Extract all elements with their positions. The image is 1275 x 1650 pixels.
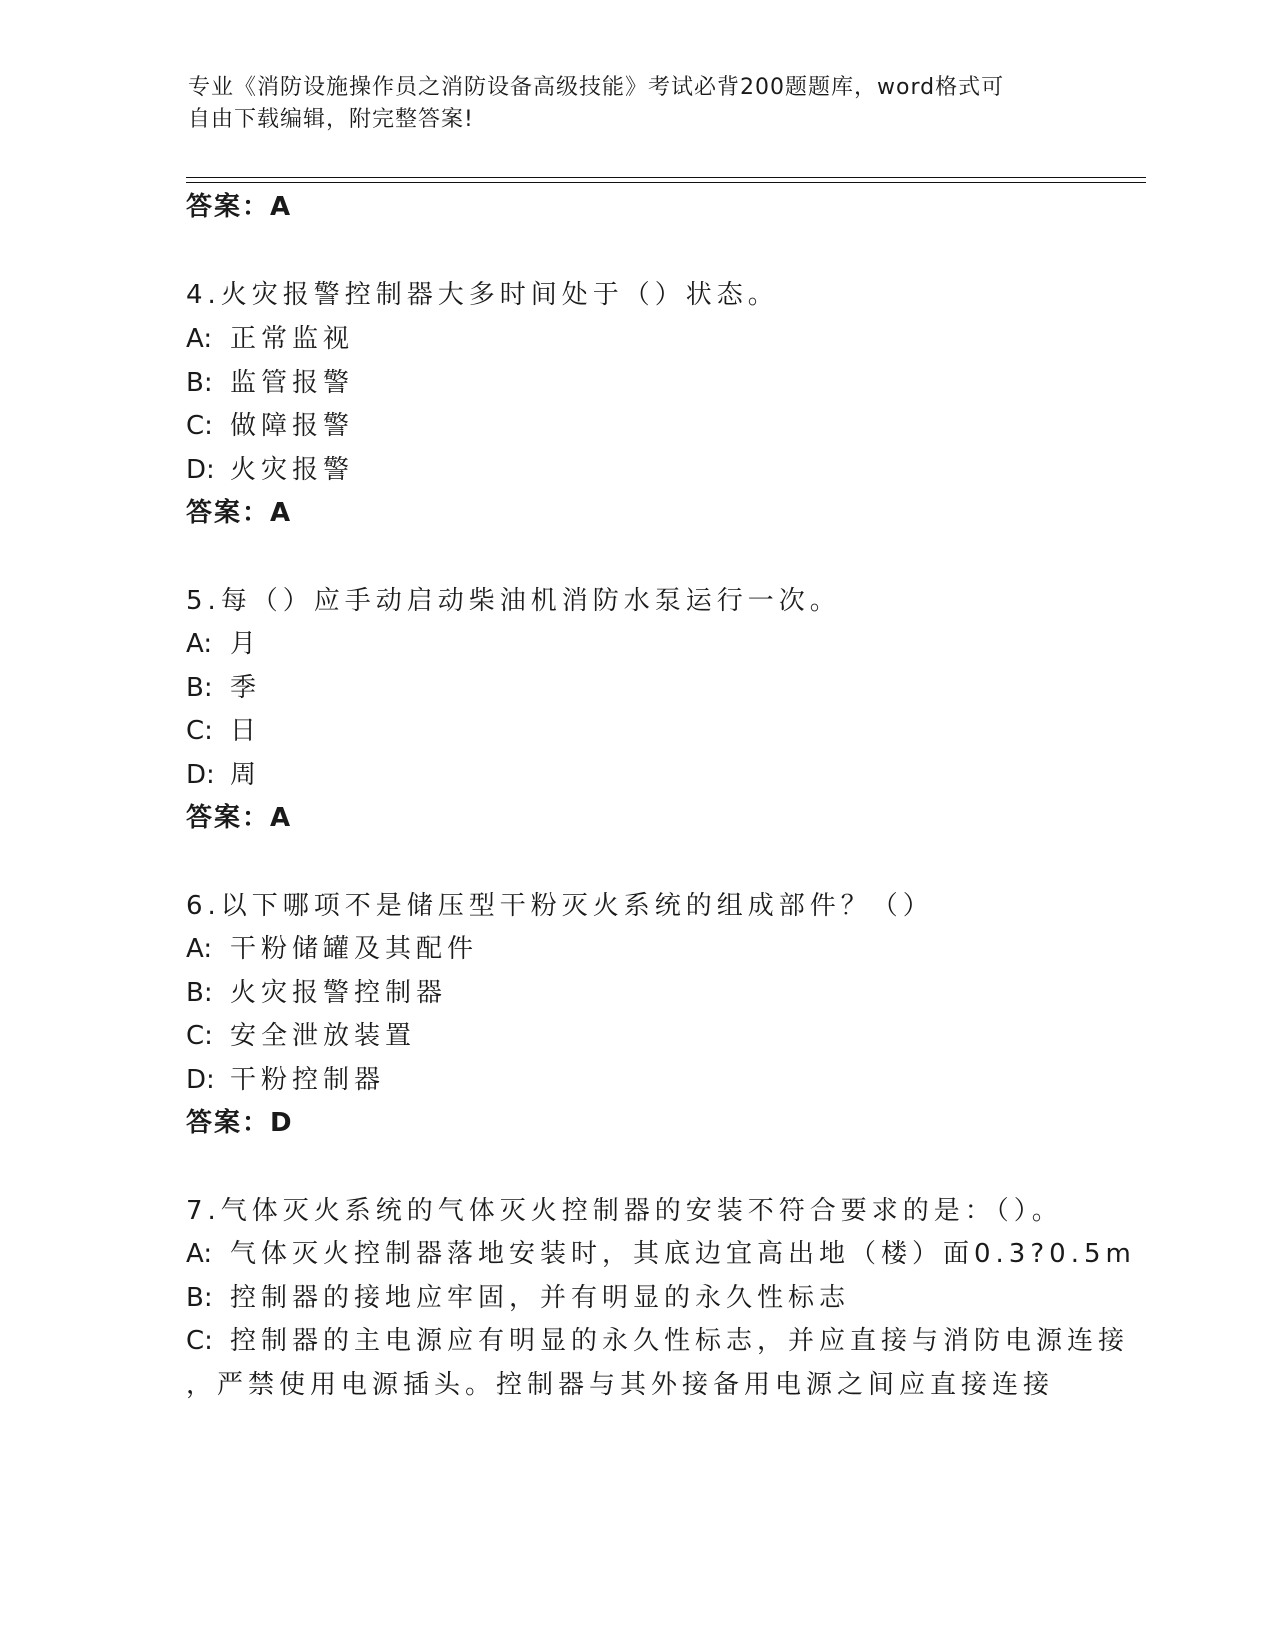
document-header <box>188 72 1088 136</box>
option-key: B: <box>186 1283 213 1313</box>
answer: 答案：D <box>186 1108 294 1138</box>
option-key: A: <box>186 629 213 659</box>
option-text: 监管报警 <box>230 368 355 398</box>
option-key: D: <box>186 1065 215 1095</box>
option-text: 做障报警 <box>230 411 355 441</box>
option-key: A: <box>186 324 213 354</box>
option-key: B: <box>186 368 213 398</box>
option-a <box>186 1233 1136 1270</box>
option-text: 正常监视 <box>230 324 355 354</box>
option-d <box>186 1059 385 1096</box>
option-d <box>186 754 261 791</box>
option-c <box>186 405 354 442</box>
option-key: D: <box>186 455 215 485</box>
option-text: 控制器的接地应牢固，并有明显的永久性标志 <box>230 1283 851 1313</box>
answer: 答案：A <box>186 498 293 528</box>
option-key: B: <box>186 978 213 1008</box>
question-stem: 4.火灾报警控制器大多时间处于（）状态。 <box>186 280 779 310</box>
answer-prev: 答案：A <box>186 192 293 222</box>
option-key: C: <box>186 716 213 746</box>
option-text: 日 <box>230 716 262 746</box>
option-d <box>186 449 354 486</box>
option-a <box>186 623 261 660</box>
option-a <box>186 318 354 355</box>
option-key: C: <box>186 411 213 441</box>
option-key: C: <box>186 1021 213 1051</box>
answer: 答案：A <box>186 803 293 833</box>
option-key: A: <box>186 934 213 964</box>
option-b <box>186 362 354 399</box>
header-line-1: 专业《消防设施操作员之消防设备高级技能》考试必背200题题库，word格式可 <box>188 75 1005 100</box>
option-key: C: <box>186 1326 213 1356</box>
option-text: 安全泄放装置 <box>230 1021 417 1051</box>
option-c-continuation: ，严禁使用电源插头。控制器与其外接备用电源之间应直接连接 <box>186 1370 1055 1400</box>
option-b <box>186 667 261 704</box>
option-key: A: <box>186 1239 213 1269</box>
header-line-2: 自由下载编辑，附完整答案! <box>188 107 474 132</box>
option-text: 气体灭火控制器落地安装时，其底边宜高出地（楼）面0.3?0.5m <box>230 1239 1136 1269</box>
option-c <box>186 1015 416 1052</box>
question-stem: 5.每（）应手动启动柴油机消防水泵运行一次。 <box>186 586 841 616</box>
option-b <box>186 972 447 1009</box>
option-b <box>186 1277 850 1314</box>
option-text: 周 <box>230 760 262 790</box>
option-key: D: <box>186 760 215 790</box>
option-text: 火灾报警控制器 <box>230 978 448 1008</box>
option-text: 月 <box>230 629 262 659</box>
option-text: 干粉控制器 <box>230 1065 386 1095</box>
option-c <box>186 1320 1129 1357</box>
option-a <box>186 928 478 965</box>
option-text: 季 <box>230 673 262 703</box>
question-stem: 6.以下哪项不是储压型干粉灭火系统的组成部件？（） <box>186 891 934 921</box>
question-stem: 7.气体灭火系统的气体灭火控制器的安装不符合要求的是：（）。 <box>186 1196 1063 1226</box>
option-text: 火灾报警 <box>230 455 355 485</box>
header-divider-bottom <box>186 182 1146 183</box>
option-text: 干粉储罐及其配件 <box>230 934 479 964</box>
option-c <box>186 710 261 747</box>
option-text: 控制器的主电源应有明显的永久性标志，并应直接与消防电源连接 <box>230 1326 1130 1356</box>
header-divider-top <box>186 177 1146 178</box>
option-key: B: <box>186 673 213 703</box>
